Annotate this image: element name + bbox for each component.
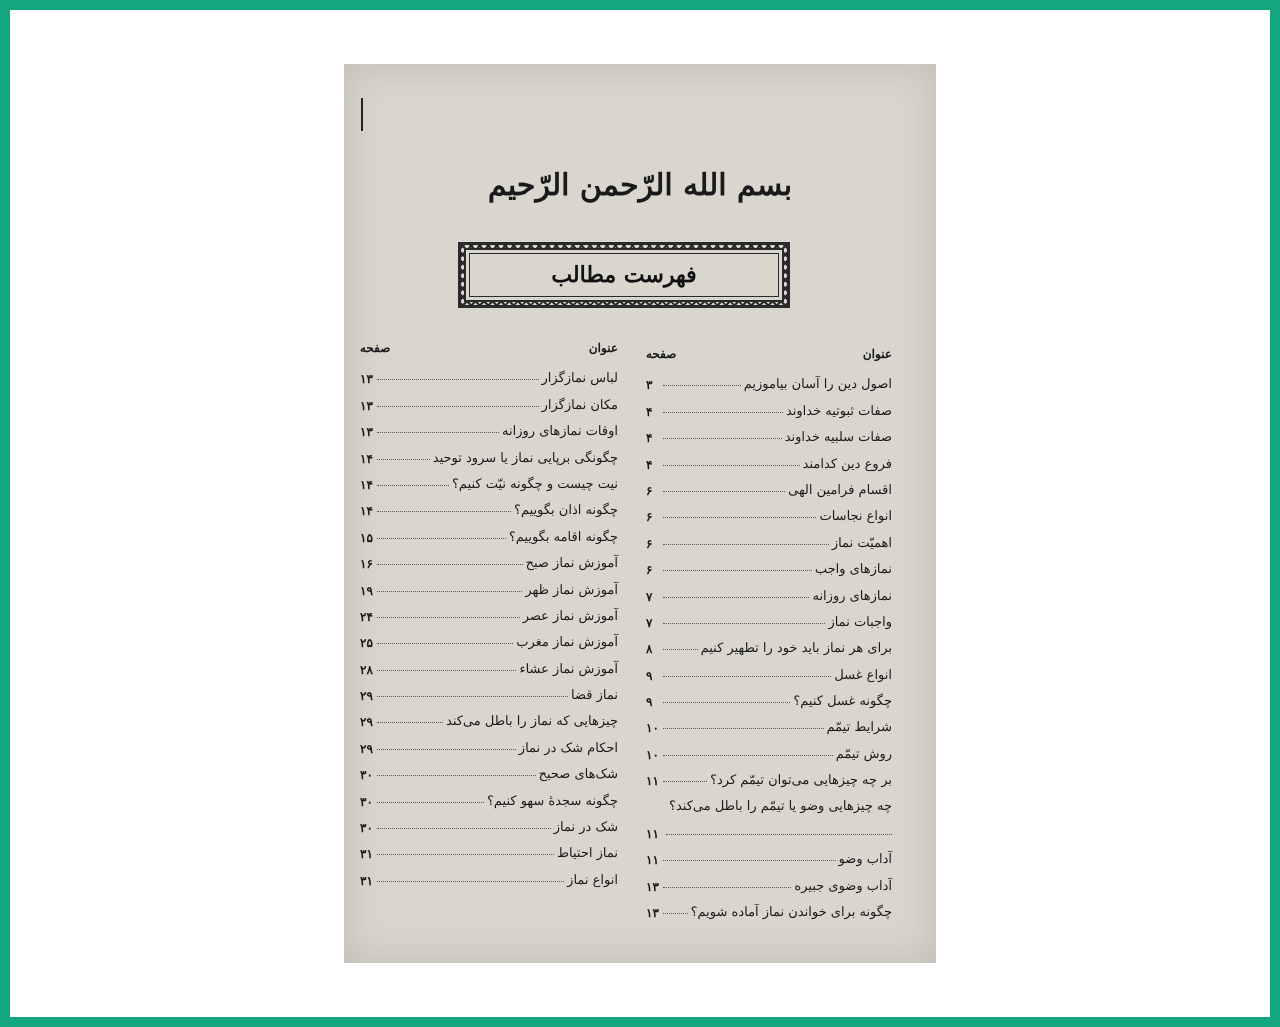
- toc-entry-title: نیت چیست و چگونه نیّت کنیم؟: [452, 476, 618, 492]
- toc-entry-page: ۹: [646, 668, 653, 683]
- dot-leader: [377, 670, 516, 671]
- toc-entry-page: ۱۰: [646, 747, 659, 762]
- toc-entry-title: واجبات نماز: [828, 614, 892, 630]
- toc-entry-title: شرایط تیمّم: [826, 720, 892, 736]
- dot-leader: [663, 649, 698, 650]
- toc-entry: [646, 392, 892, 418]
- dot-leader: [666, 834, 892, 835]
- toc-entry-page: ۱۳: [360, 425, 373, 440]
- dot-leader: [663, 597, 809, 598]
- dot-leader: [377, 643, 513, 644]
- header-page-label: صفحه: [646, 347, 677, 361]
- dot-leader: [377, 617, 520, 618]
- toc-entry-title: چگونه سجدهٔ سهو کنیم؟: [486, 793, 618, 809]
- toc-entry-page: ۴: [646, 457, 653, 472]
- toc-entry: [360, 756, 618, 782]
- dot-leader: [663, 438, 782, 439]
- toc-entry-page: ۳۱: [360, 873, 373, 888]
- toc-entry: [646, 472, 892, 498]
- toc-entry-page: ۱۴: [360, 504, 373, 519]
- toc-entry: [646, 445, 892, 471]
- dot-leader: [663, 623, 825, 624]
- dot-leader: [663, 755, 833, 756]
- toc-entry-page: ۳۱: [360, 847, 373, 862]
- toc-entry-page: ۳۰: [360, 821, 373, 836]
- toc-entry-title: صفات سلبیه خداوند: [784, 430, 892, 446]
- dot-leader: [377, 432, 499, 433]
- dot-leader: [663, 544, 829, 545]
- toc-entry-page: ۱۹: [360, 583, 373, 598]
- toc-entry: [646, 551, 892, 577]
- toc-entry: [360, 677, 618, 703]
- dot-leader: [377, 511, 511, 512]
- toc-entry: [646, 683, 892, 709]
- toc-entry-title: برای هر نماز باید خود را تطهیر کنیم: [700, 641, 892, 657]
- dot-leader: [663, 860, 836, 861]
- toc-entry: [646, 735, 892, 761]
- toc-entry-page: ۱۴: [360, 477, 373, 492]
- toc-entry-title: اصول دین را آسان بیاموزیم: [743, 377, 892, 393]
- dot-leader: [663, 781, 707, 782]
- toc-entry: [360, 729, 618, 755]
- toc-entry-title: مکان نمازگزار: [541, 397, 618, 413]
- dot-leader: [663, 385, 741, 386]
- toc-entry: [360, 492, 618, 518]
- toc-entry-page: ۴: [646, 431, 653, 446]
- toc-entry-title: فروع دین کدامند: [802, 456, 892, 472]
- toc-entry-page: ۲۹: [360, 689, 373, 704]
- toc-entry-page: ۶: [646, 483, 653, 498]
- toc-entry-title: نماز احتیاط: [557, 846, 618, 862]
- dot-leader: [663, 702, 790, 703]
- toc-entry: [360, 809, 618, 835]
- toc-entry: [646, 841, 892, 867]
- dot-leader: [377, 696, 568, 697]
- dot-leader: [377, 802, 484, 803]
- toc-entry-page: ۱۶: [360, 557, 373, 572]
- dot-leader: [377, 881, 564, 882]
- toc-entry: [360, 545, 618, 571]
- book-page: [344, 64, 936, 963]
- toc-entry: [646, 498, 892, 524]
- toc-entry: [360, 624, 618, 650]
- toc-entry-page: ۳۰: [360, 768, 373, 783]
- toc-entry-title: اقسام فرامین الهی: [788, 482, 892, 498]
- toc-entry-page: ۲۵: [360, 636, 373, 651]
- toc-entry-title: لباس نمازگزار: [541, 371, 618, 387]
- toc-entry-title: آموزش نماز عصر: [522, 608, 618, 624]
- toc-entry-page: ۱۱: [646, 853, 659, 868]
- dot-leader: [663, 676, 831, 677]
- toc-entry-page: ۸: [646, 642, 653, 657]
- toc-entry-title: چگونه برای خواندن نماز آماده شویم؟: [690, 905, 892, 921]
- toc-entry-page: ۱۳: [646, 879, 659, 894]
- toc-entry-title: اوقات نمازهای روزانه: [502, 424, 618, 440]
- toc-entry: [646, 656, 892, 682]
- toc-entry-title: آداب وضو: [838, 852, 892, 868]
- toc-entry: [646, 894, 892, 920]
- toc-entry-title: نماز قضا: [571, 688, 618, 704]
- page-edge-mark: [361, 98, 363, 131]
- toc-entry-page: ۹: [646, 695, 653, 710]
- dot-leader: [377, 406, 539, 407]
- dot-leader: [377, 722, 443, 723]
- toc-entry-page: ۲۸: [360, 662, 373, 677]
- dot-leader: [663, 570, 812, 571]
- toc-column-right: [646, 342, 892, 920]
- toc-entry-title: انواع نجاسات: [819, 509, 892, 525]
- toc-entry-page: ۱۰: [646, 721, 659, 736]
- toc-entry: [360, 835, 618, 861]
- bismillah-heading: بسم الله الرّحمن الرّحیم: [487, 168, 793, 203]
- dot-leader: [377, 485, 449, 486]
- toc-entry: [646, 524, 892, 550]
- header-title-label: عنوان: [588, 341, 618, 355]
- toc-entry-page: ۷: [646, 615, 653, 630]
- dot-leader: [663, 728, 824, 729]
- toc-entry-page: ۶: [646, 563, 653, 578]
- column-header: [646, 342, 892, 366]
- dot-leader: [377, 538, 506, 539]
- toc-entry: [646, 577, 892, 603]
- toc-entry-title: انواع غسل: [834, 667, 892, 683]
- dot-leader: [377, 379, 539, 380]
- toc-entry: [646, 762, 892, 788]
- toc-entry-title: صفات ثبوتیه خداوند: [785, 403, 892, 419]
- toc-entry-title: آموزش نماز صبح: [525, 556, 618, 572]
- toc-entry-page: ۷: [646, 589, 653, 604]
- toc-entry: [646, 419, 892, 445]
- header-page-label: صفحه: [360, 341, 391, 355]
- toc-entry-title: بر چه چیزهایی می‌توان تیمّم کرد؟: [710, 773, 892, 789]
- toc-entry: [646, 604, 892, 630]
- toc-entry-title: آموزش نماز عشاء: [519, 661, 618, 677]
- toc-entry-title: آداب وضوی جبیره: [794, 878, 892, 894]
- dot-leader: [377, 564, 523, 565]
- toc-entry-title: شک‌های صحیح: [538, 767, 618, 783]
- toc-entry-title: چگونگی برپایی نماز یا سرود توحید: [432, 450, 618, 466]
- toc-entry-page: ۲۹: [360, 741, 373, 756]
- toc-entry-title: چه چیزهایی وضو یا تیمّم را باطل می‌کند؟: [669, 799, 892, 815]
- dot-leader: [663, 412, 783, 413]
- toc-entry: [360, 439, 618, 465]
- toc-entry-title: اهمیّت نماز: [831, 535, 892, 551]
- toc-entry: [360, 571, 618, 597]
- toc-entry-title: نمازهای واجب: [814, 562, 892, 578]
- toc-entry-page: ۳۰: [360, 794, 373, 809]
- toc-entry-page: ۶: [646, 510, 653, 525]
- toc-entry: [646, 630, 892, 656]
- header-title-label: عنوان: [862, 347, 892, 361]
- toc-entry: [360, 360, 618, 386]
- toc-entry-page: ۴: [646, 404, 653, 419]
- page-title: فهرست مطالب: [464, 248, 784, 302]
- toc-entry-title: انواع نماز: [567, 872, 618, 888]
- toc-entry-page: ۱۵: [360, 530, 373, 545]
- column-header: [360, 336, 618, 360]
- toc-entry-title: چگونه غسل کنیم؟: [793, 694, 892, 710]
- toc-entry-title: آموزش نماز ظهر: [525, 582, 618, 598]
- dot-leader: [663, 887, 791, 888]
- dot-leader: [377, 854, 554, 855]
- toc-entry: [360, 861, 618, 887]
- toc-entry: [646, 788, 892, 841]
- toc-entry-page: ۱۴: [360, 451, 373, 466]
- toc-entry-page: ۱۳: [360, 398, 373, 413]
- toc-entry-page: ۱۳: [646, 906, 659, 921]
- toc-entry: [360, 466, 618, 492]
- dot-leader: [377, 591, 522, 592]
- toc-entry-page: ۶: [646, 536, 653, 551]
- toc-entry-page: ۱۱: [646, 774, 659, 789]
- dot-leader: [377, 749, 516, 750]
- toc-entry-page: ۲۴: [360, 609, 373, 624]
- toc-entry: [360, 413, 618, 439]
- dot-leader: [663, 517, 816, 518]
- toc-entry: [360, 598, 618, 624]
- toc-entry-title: آموزش نماز مغرب: [516, 635, 618, 651]
- toc-entry-page: ۲۹: [360, 715, 373, 730]
- toc-column-left: [360, 336, 618, 888]
- toc-entry: [360, 782, 618, 808]
- toc-entry-title: احکام شک در نماز: [518, 740, 618, 756]
- toc-entry-page: ۳: [646, 378, 653, 393]
- toc-entry-page: ۱۱: [646, 827, 659, 842]
- toc-entry: [646, 709, 892, 735]
- toc-entry-title: شک در نماز: [553, 820, 618, 836]
- title-ornamental-frame: [458, 242, 790, 308]
- toc-entry: [646, 366, 892, 392]
- toc-entry: [646, 867, 892, 893]
- dot-leader: [377, 775, 536, 776]
- toc-entry-title: چگونه اذان بگوییم؟: [514, 503, 618, 519]
- toc-entry-title: نمازهای روزانه: [812, 588, 892, 604]
- toc-entry-title: چگونه اقامه بگوییم؟: [508, 529, 618, 545]
- dot-leader: [663, 913, 688, 914]
- toc-entry: [360, 703, 618, 729]
- toc-entry: [360, 650, 618, 676]
- toc-entry-title: چیزهایی که نماز را باطل می‌کند: [446, 714, 618, 730]
- toc-entry: [360, 386, 618, 412]
- toc-entry-title: روش تیمّم: [835, 746, 892, 762]
- dot-leader: [377, 459, 430, 460]
- toc-entry: [360, 518, 618, 544]
- dot-leader: [377, 828, 551, 829]
- dot-leader: [663, 465, 800, 466]
- dot-leader: [663, 491, 785, 492]
- toc-entry-page: ۱۳: [360, 372, 373, 387]
